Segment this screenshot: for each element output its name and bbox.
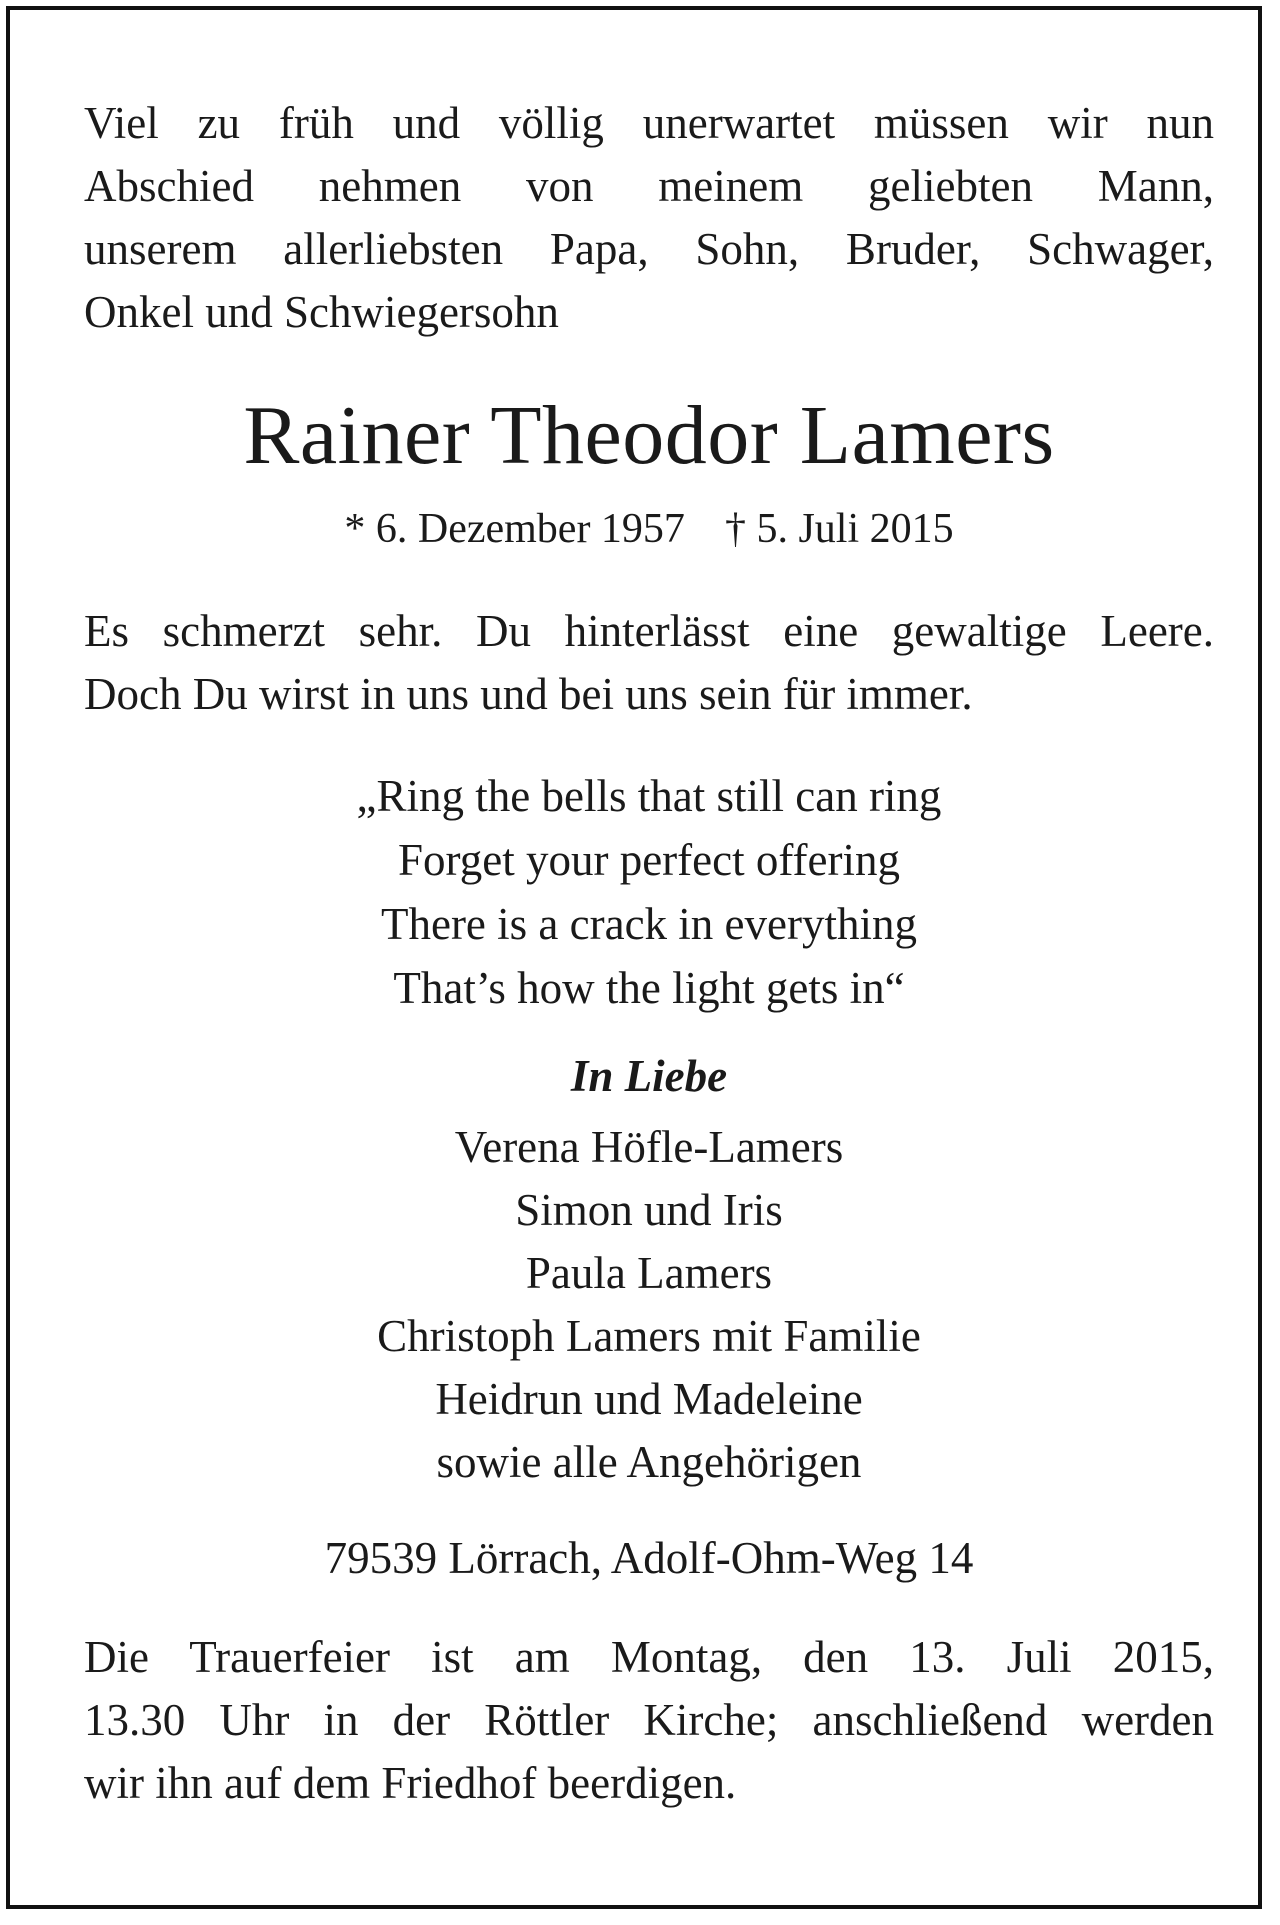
deceased-name: Rainer Theodor Lamers [243,389,1055,482]
quote-block [84,764,1214,1020]
birth-date: * 6. Dezember 1957 [344,506,685,552]
intro-paragraph [84,92,1214,344]
intro-line: Abschied nehmen von meinem geliebten Mann, [84,161,1214,211]
tribute-paragraph [84,600,1214,726]
service-line: 13.30 Uhr in der Röttler Kirche; anschließend werden [84,1695,1214,1745]
intro-line: Viel zu früh und völlig unerwartet müssen wir nun [84,98,1214,148]
life-dates [84,502,1214,556]
tribute-line: Es schmerzt sehr. Du hinterlässt eine gewaltige Leere. [84,606,1214,656]
obituary-content [84,92,1214,1815]
mourner-name: Christoph Lamers mit Familie [377,1311,921,1361]
quote-line: That’s how the light gets in“ [393,963,905,1013]
intro-line: Onkel und Schwiegersohn [84,287,559,337]
tribute-line: Doch Du wirst in uns und bei uns sein für immer. [84,669,973,719]
death-date: † 5. Juli 2015 [724,506,954,552]
mourners-list [84,1116,1214,1494]
service-line: wir ihn auf dem Friedhof beerdigen. [84,1758,737,1808]
family-address: 79539 Lörrach, Adolf-Ohm-Weg 14 [324,1533,974,1583]
quote-line: „Ring the bells that still can ring [356,771,942,821]
obituary-frame [6,6,1262,1909]
service-line: Die Trauerfeier ist am Montag, den 13. Juli 2015, [84,1632,1214,1682]
mourners-heading: In Liebe [570,1051,728,1101]
quote-line: There is a crack in everything [380,899,917,949]
mourner-name: sowie alle Angehörigen [436,1437,862,1487]
quote-line: Forget your perfect offering [398,835,900,885]
intro-line: unserem allerliebsten Papa, Sohn, Bruder, Schwager, [84,224,1214,274]
funeral-service-info [84,1626,1214,1815]
mourner-name: Paula Lamers [525,1248,773,1298]
mourner-name: Simon und Iris [515,1185,783,1235]
mourner-name: Heidrun und Madeleine [435,1374,863,1424]
mourner-name: Verena Höfle-Lamers [454,1122,844,1172]
